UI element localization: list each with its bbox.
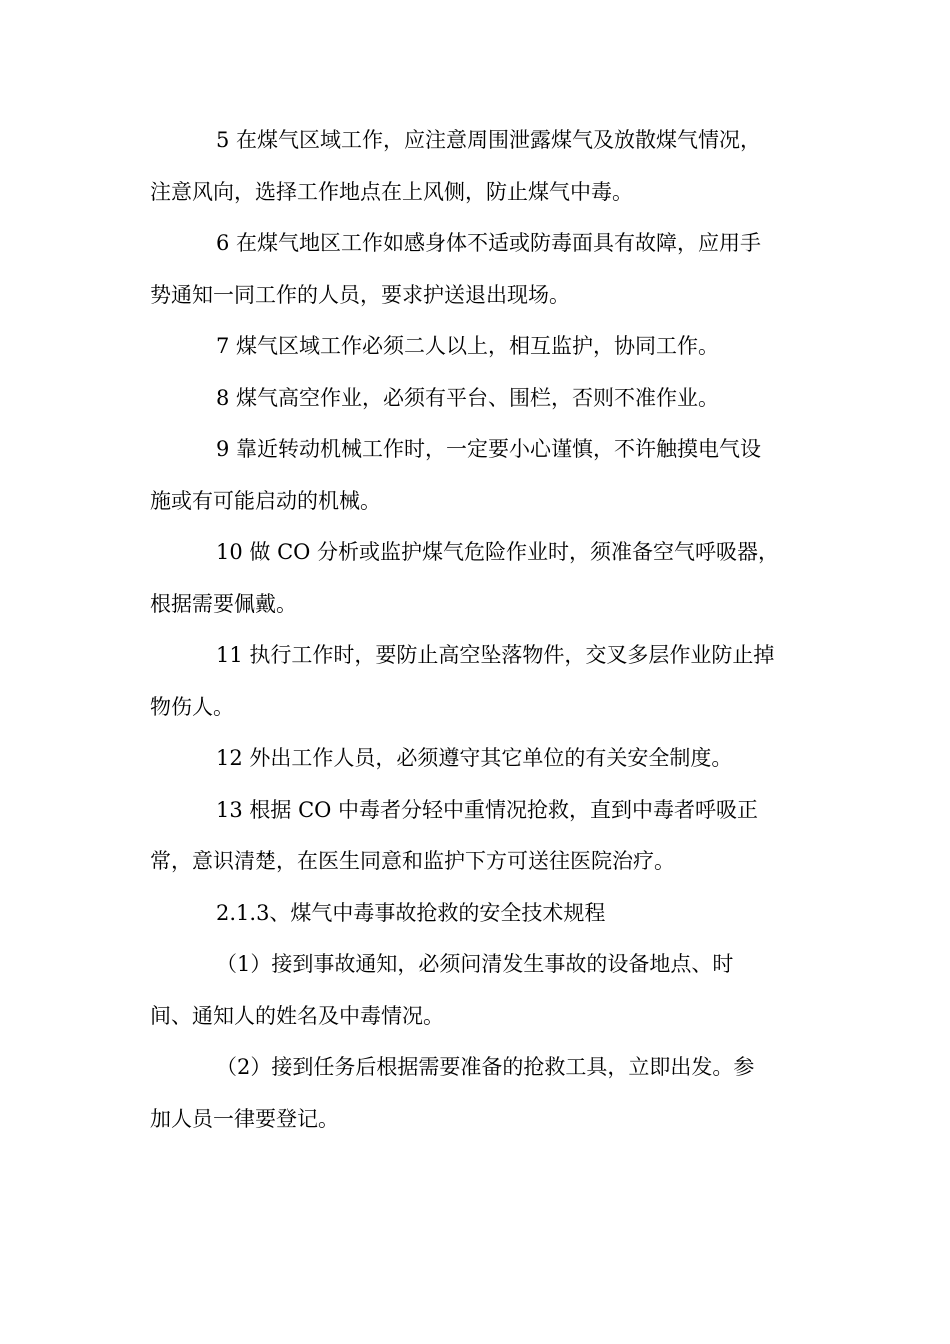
paragraph-item-5: 5 在煤气区域工作，应注意周围泄露煤气及放散煤气情况， 注意风向，选择工作地点在上风侧，防止煤气中毒。 xyxy=(150,128,762,204)
paragraph-item-6: 6 在煤气地区工作如感身体不适或防毒面具有故障，应用手 势通知一同工作的人员，要求护送退出现场。 xyxy=(150,231,762,307)
paragraph-item-12: 12 外出工作人员，必须遵守其它单位的有关安全制度。 xyxy=(216,746,733,770)
document-body xyxy=(150,115,810,1145)
paragraph-step-1: （1）接到事故通知，必须问清发生事故的设备地点、时 间、通知人的姓名及中毒情况。 xyxy=(150,952,734,1028)
paragraph-item-8: 8 煤气高空作业，必须有平台、围栏，否则不准作业。 xyxy=(216,385,720,410)
paragraph-item-11: 11 执行工作时，要防止高空坠落物件，交叉多层作业防止掉 物伤人。 xyxy=(150,643,775,719)
section-heading: 2.1.3、煤气中毒事故抢救的安全技术规程 xyxy=(216,900,606,925)
paragraph-step-2: （2）接到任务后根据需要准备的抢救工具，立即出发。参 加人员一律要登记。 xyxy=(150,1055,755,1131)
paragraph-item-13: 13 根据 CO 中毒者分轻中重情况抢救，直到中毒者呼吸正 常，意识清楚，在医生同意和监护下方可送往医院治疗。 xyxy=(150,797,759,873)
paragraph-item-7: 7 煤气区域工作必须二人以上，相互监护，协同工作。 xyxy=(216,334,720,358)
paragraph-item-10: 10 做 CO 分析或监护煤气危险作业时，须准备空气呼吸器， 根据需要佩戴。 xyxy=(150,540,780,616)
paragraph-item-9: 9 靠近转动机械工作时，一定要小心谨慎，不许触摸电气设 施或有可能启动的机械。 xyxy=(150,437,762,513)
